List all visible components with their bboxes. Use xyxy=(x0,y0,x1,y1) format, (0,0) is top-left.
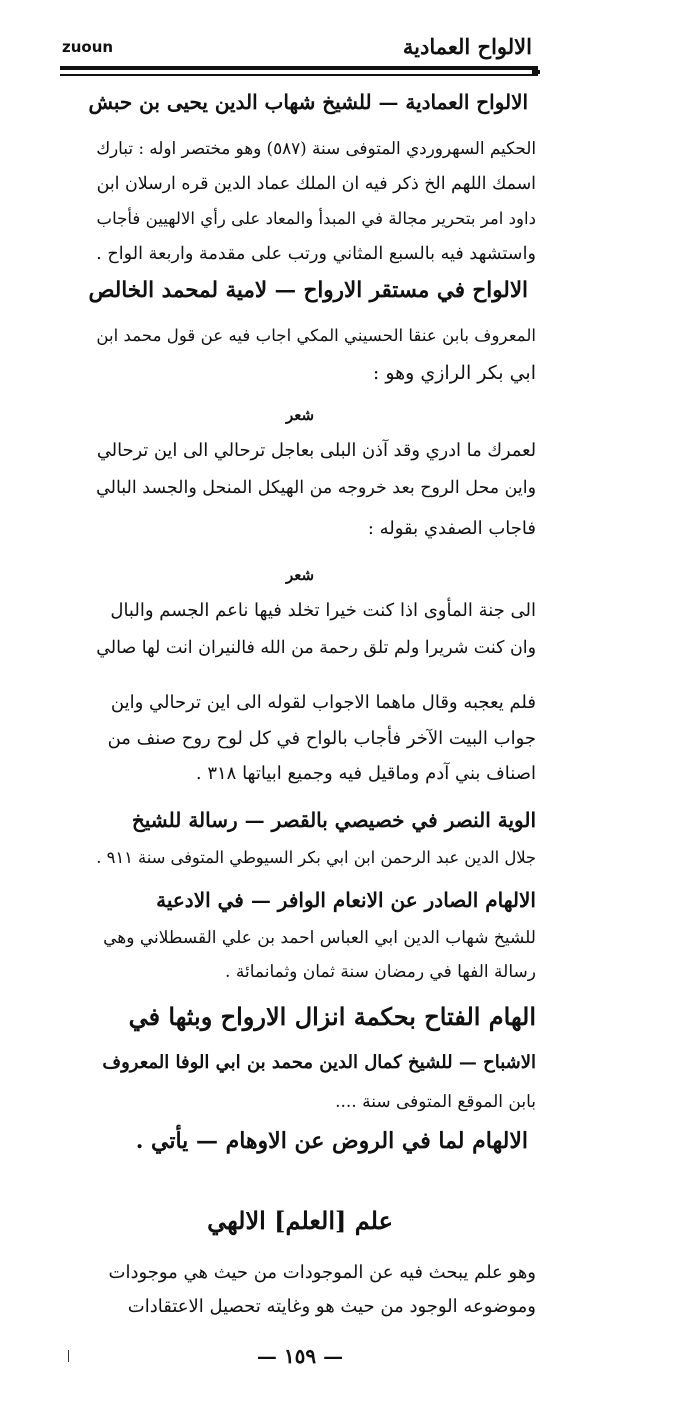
text-line: جلال الدين عبد الرحمن ابن ابي بكر السيوطي المتوفى سنة ٩١١ . xyxy=(96,848,536,867)
text-line: رسالة الفها في رمضان سنة ثمان وثمانمائة . xyxy=(225,962,536,982)
text-line: جواب البيت الآخر فأجاب بالواح في كل لوح روح صنف من xyxy=(107,728,536,749)
margin-mark xyxy=(68,1350,69,1362)
header-rule-thin xyxy=(60,74,538,76)
entry-heading-line: الالهام لما في الروض عن الاوهام — يأتي . xyxy=(135,1128,528,1154)
entry-heading-line: الوية النصر في خصيصي بالقصر — رسالة للشيخ xyxy=(131,808,536,832)
entry-heading-line: الهام الفتاح بحكمة انزال الارواح وبثها في xyxy=(128,1002,536,1031)
text-line: وموضوعه الوجود من حيث هو وغايته تحصيل الاعتقادات xyxy=(127,1296,536,1317)
poem-label: شعر xyxy=(285,566,315,584)
text-line: بابن الموقع المتوفى سنة .... xyxy=(335,1092,536,1112)
header-rule-thick xyxy=(60,66,538,70)
text-line: واستشهد فيه بالسبع المثاني ورتب على مقدمة واربعة الواح . xyxy=(96,244,536,264)
text-line: وهو علم يبحث فيه عن الموجودات من حيث هي موجودات xyxy=(108,1262,536,1283)
text-line: للشيخ شهاب الدين ابي العباس احمد بن علي القسطلاني وهي xyxy=(103,928,536,948)
poem-verse-line: وان كنت شريرا ولم تلق رحمة من الله فالنيران انت لها صالي xyxy=(96,638,536,658)
poem-verse-line: الى جنة المأوى اذا كنت خيرا تخلد فيها ناعم الجسم والبال xyxy=(110,600,536,621)
header-rule-mark xyxy=(532,70,540,74)
header-left-text: zuoun xyxy=(62,38,114,56)
text-line: اصناف بني آدم وماقيل فيه وجميع ابياتها ٣١٨ . xyxy=(195,763,536,784)
running-header-title: الالواح العمادية xyxy=(402,34,532,59)
poem-verse-line: لعمرك ما ادري وقد آذن البلى بعاجل ترحالي الى اين ترحالي xyxy=(96,440,536,461)
entry-heading-line: الالواح في مستقر الارواح — لامية لمحمد الخالص xyxy=(88,278,528,303)
text-line: اسمك اللهم الخ ذكر فيه ان الملك عماد الدين قره ارسلان ابن xyxy=(96,174,536,194)
poem-label: شعر xyxy=(285,406,315,424)
text-line: فاجاب الصفدي بقوله : xyxy=(367,518,536,539)
entry-heading-line: الاشباح — للشيخ كمال الدين محمد بن ابي الوفا المعروف xyxy=(102,1052,536,1073)
text-line: الحكيم السهروردي المتوفى سنة (٥٨٧) وهو مختصر اوله : تبارك xyxy=(96,138,536,158)
entry-heading-line: الالواح العمادية — للشيخ شهاب الدين يحيى بن حبش xyxy=(88,90,528,114)
page-number: — ١٥٩ — xyxy=(256,1344,344,1368)
text-line: ابي بكر الرازي وهو : xyxy=(372,362,536,384)
section-title: علم [العلم] الالهي xyxy=(207,1206,393,1235)
text-line: المعروف بابن عنقا الحسيني المكي اجاب فيه عن قول محمد ابن xyxy=(96,326,536,345)
entry-heading-line: الالهام الصادر عن الانعام الوافر — في الادعية xyxy=(156,888,536,912)
poem-verse-line: واين محل الروح بعد خروجه من الهيكل المنحل والجسد البالي xyxy=(96,478,536,498)
text-line: داود امر بتحرير مجالة في المبدأ والمعاد على رأي الالهيين فأجاب xyxy=(96,209,536,228)
text-line: فلم يعجبه وقال ماهما الاجواب لقوله الى اين ترحالي واين xyxy=(110,692,536,713)
